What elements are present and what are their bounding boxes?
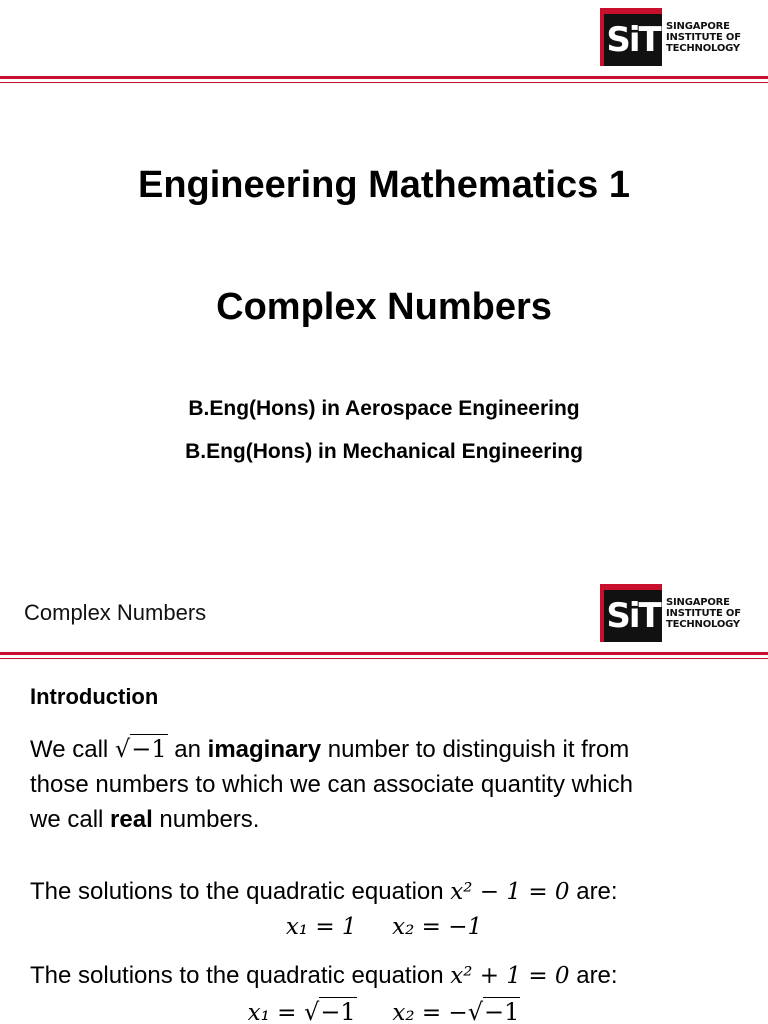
header-rule — [0, 76, 768, 83]
sit-logo-letters: SiT — [604, 14, 662, 66]
header-rule — [0, 652, 768, 659]
slide-header-title: Complex Numbers — [24, 600, 207, 625]
equation-1-statement: The solutions to the quadratic equation x² − 1 = 0 are: — [30, 878, 618, 905]
equation-2-solutions — [0, 998, 768, 1024]
equation-1-solutions — [0, 912, 768, 940]
sit-logo-mark — [600, 8, 662, 66]
sit-logo — [600, 584, 741, 642]
intro-paragraph: We call √−1 an imaginary number to distinguish it from those numbers to which we can associate quantity which we call real numbers. — [30, 732, 750, 837]
sit-logo-text: SINGAPORE INSTITUTE OF TECHNOLOGY — [666, 596, 741, 630]
equation-2-solution-2: x₂ = −√−1 — [392, 998, 520, 1024]
sit-logo-text: SINGAPORE INSTITUTE OF TECHNOLOGY — [666, 20, 741, 54]
programme-aerospace: B.Eng(Hons) in Aerospace Engineering — [188, 397, 580, 420]
sit-logo-letters: SiT — [604, 590, 662, 642]
sit-logo — [600, 8, 741, 66]
sqrt-expression: √−1 — [114, 735, 167, 763]
equation-1: x² − 1 = 0 — [450, 879, 570, 905]
equation-1-solution-1: x₁ = 1 — [285, 914, 357, 940]
equation-2-solution-1: x₁ = √−1 — [247, 998, 356, 1024]
sit-logo-mark — [600, 584, 662, 642]
equation-2-statement: The solutions to the quadratic equation x² + 1 = 0 are: — [30, 962, 618, 989]
content-slide — [0, 572, 768, 1024]
equation-2: x² + 1 = 0 — [450, 963, 570, 989]
equation-1-solution-2: x₂ = −1 — [392, 914, 483, 940]
course-title: Engineering Mathematics 1 — [137, 164, 630, 206]
programme-mechanical: B.Eng(Hons) in Mechanical Engineering — [185, 440, 583, 463]
topic-title: Complex Numbers — [216, 286, 552, 328]
section-title: Introduction — [30, 684, 159, 709]
